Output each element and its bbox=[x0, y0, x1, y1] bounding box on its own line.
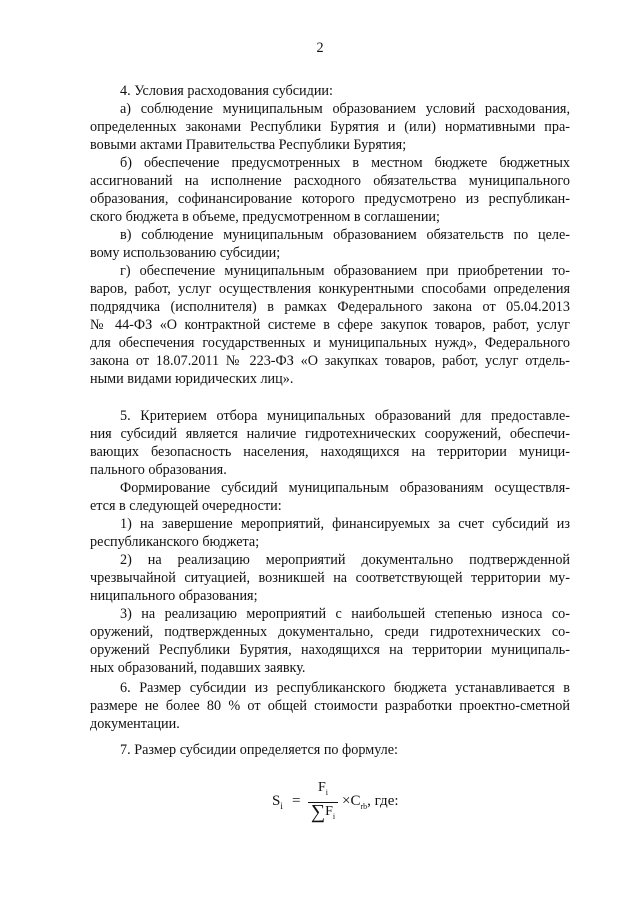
text-line: ассигнований на исполнение расходного обязательства муниципального bbox=[90, 173, 570, 189]
text-line: г) обеспечение муниципальным образованием при приобретении то- bbox=[120, 263, 570, 279]
formula-equals: = bbox=[292, 793, 301, 809]
text-line: оружений, подтвержденных документально, среди гидротехнических со- bbox=[90, 624, 570, 640]
text-line: 2) на реализацию мероприятий документально подтвержденной bbox=[120, 552, 570, 568]
text-line: а) соблюдение муниципальным образованием условий расходования, bbox=[120, 101, 570, 117]
text-line: вовыми актами Правительства Республики Бурятия; bbox=[90, 137, 407, 153]
text-line: документации. bbox=[90, 716, 180, 732]
text-line: Формирование субсидий муниципальным образованиям осуществля- bbox=[120, 480, 570, 496]
text-line: размере не более 80 % от общей стоимости разработки проектно-сметной bbox=[90, 698, 570, 714]
text-line: подрядчика (исполнителя) в рамках Федерального закона от 05.04.2013 bbox=[90, 299, 570, 315]
text-line: ния субсидий является наличие гидротехнических сооружений, обеспечи- bbox=[90, 426, 570, 442]
text-line: 6. Размер субсидии из республиканского бюджета устанавливается в bbox=[120, 680, 570, 696]
text-line: варов, работ, услуг осуществления конкурентными способами определения bbox=[90, 281, 570, 297]
text-line: 1) на завершение мероприятий, финансируемых за счет субсидий из bbox=[120, 516, 570, 532]
text-line: закона от 18.07.2011 № 223-ФЗ «О закупках товаров, работ, услуг отдель- bbox=[90, 353, 570, 369]
text-line: ными видами юридических лиц». bbox=[90, 371, 294, 387]
text-line: определенных законами Республики Бурятия и (или) нормативными пра- bbox=[90, 119, 570, 135]
formula-rest: $\times C_{rb}$, где: bbox=[342, 793, 399, 811]
text-line: ниципального образования; bbox=[90, 588, 258, 604]
text-line: ского бюджета в объеме, предусмотренном в соглашении; bbox=[90, 209, 440, 225]
formula-numerator: $F_i$ bbox=[317, 780, 329, 797]
text-line: пального образования. bbox=[90, 462, 227, 478]
text-line: № 44-ФЗ «О контрактной системе в сфере закупок товаров, работ, услуг bbox=[90, 317, 570, 333]
text-line: республиканского бюджета; bbox=[90, 534, 260, 550]
text-line: 7. Размер субсидии определяется по формуле: bbox=[120, 742, 398, 758]
text-line: образования, софинансирование которого предусмотрено из республикан- bbox=[90, 191, 570, 207]
formula-fraction bbox=[308, 780, 338, 825]
text-line: в) соблюдение муниципальным образованием обязательств по целе- bbox=[120, 227, 570, 243]
text-line: чрезвычайной ситуацией, возникшей на соответствующей территории му- bbox=[90, 570, 570, 586]
text-line: для обеспечения государственных и муниципальных нужд», Федерального bbox=[90, 335, 570, 351]
text-line: 3) на реализацию мероприятий с наибольшей степенью износа со- bbox=[120, 606, 570, 622]
text-line: ных образований, подавших заявку. bbox=[90, 660, 306, 676]
text-line: 4. Условия расходования субсидии: bbox=[120, 83, 333, 99]
page-number: 2 bbox=[316, 40, 324, 56]
formula-denominator: $\sum F_i$ bbox=[310, 800, 336, 823]
formula-lhs: $S_i$ bbox=[272, 793, 283, 811]
text-line: 5. Критерием отбора муниципальных образований для предоставле- bbox=[120, 408, 570, 424]
text-line: вому использованию субсидии; bbox=[90, 245, 281, 261]
text-line: оружений Республики Бурятия, находящихся на территории муниципаль- bbox=[90, 642, 570, 658]
text-line: вающих безопасность населения, находящихся на территории муници- bbox=[90, 444, 570, 460]
text-line: б) обеспечение предусмотренных в местном бюджете бюджетных bbox=[120, 155, 570, 171]
text-line: ется в следующей очередности: bbox=[90, 498, 282, 514]
